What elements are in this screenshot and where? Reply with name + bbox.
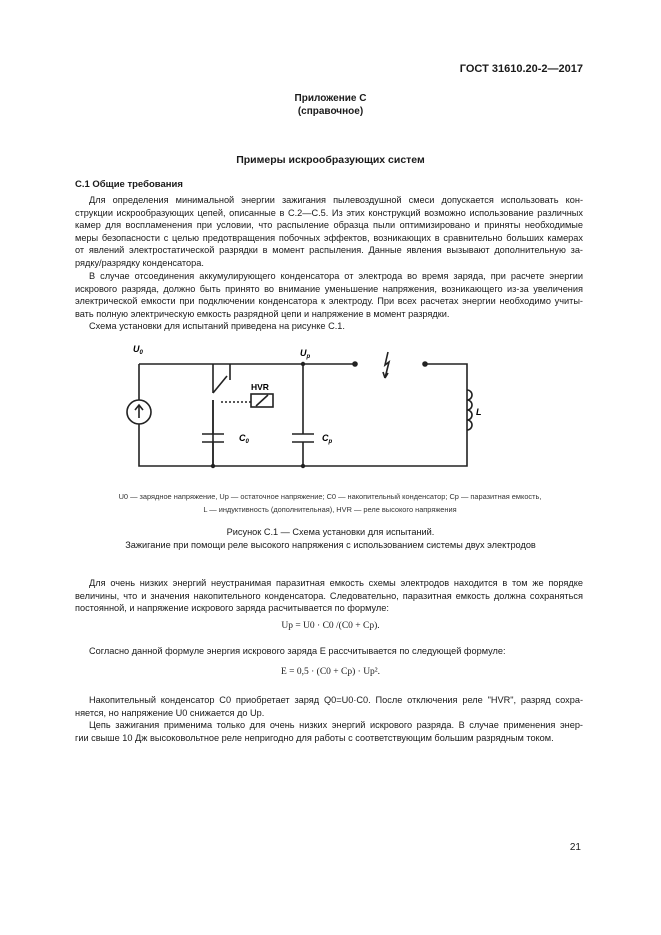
paragraph-7: [75, 719, 583, 744]
p1-line: меры безопасности с целью предотвращения побочных эффектов, возникающих в сравнительно больших камерах: [75, 232, 583, 243]
u0-label: $U_0$: [133, 344, 143, 356]
paragraph-5: [75, 645, 583, 658]
l-label: L: [476, 407, 482, 417]
formula-2: E = 0,5 · (C0 + Cp) · Up².: [280, 667, 381, 677]
cp-label: $C_p$: [322, 433, 333, 445]
appendix-title: Приложение С: [294, 93, 367, 104]
p4-line: Для очень низких энергий неустранимая паразитная емкость схемы электродов находится в том же порядке: [89, 578, 583, 588]
p2-line: искрового разряда, должно быть принято во внимание уменьшение напряжения, возникающего из-за увеличения: [75, 283, 583, 294]
p1-line: от явлений электростатической разрядки в момент распыления. Данные явления вызывают дополнительную за-: [75, 245, 583, 256]
p1-line: Для определения минимальной энергии зажигания пылевоздушной смеси допускается использовать кон-: [89, 195, 583, 205]
figure-caption: [0, 526, 661, 552]
standard-header: ГОСТ 31610.20-2—2017: [459, 63, 583, 75]
subsection-title: С.1 Общие требования: [75, 179, 183, 190]
circuit-diagram: [0, 338, 661, 478]
paragraph-2: [75, 270, 583, 320]
figure-legend: [40, 490, 620, 516]
p2-line: В случае отсоединения аккумулирующего конденсатора от электрода во время заряда, при расчете энергии: [89, 271, 583, 281]
paragraph-4: [75, 577, 583, 615]
p1-line: камер для воспламенения при условии, что распыление образца пыли оптимизировано и приняты необходимые: [75, 220, 583, 231]
paragraph-6: [75, 694, 583, 719]
paragraph-1: [75, 194, 583, 270]
section-heading: Примеры искрообразующих систем: [236, 154, 425, 166]
paragraph-3: [75, 320, 583, 333]
caption-line: Рисунок С.1 — Схема установки для испытаний.: [226, 527, 435, 537]
p1-line: струкции искрообразующих цепей, описанные в С.2—С.5. Из этих конструкций возможно использование различных: [75, 207, 583, 218]
appendix-title-block: [0, 92, 661, 118]
p4-line: величины, что и значения накопительного конденсатора. Следовательно, паразитная емкость должна сохраняться: [75, 590, 583, 601]
page-number: 21: [569, 842, 581, 853]
caption-line: Зажигание при помощи реле высокого напряжения с использованием системы двух электродов: [125, 540, 536, 550]
c0-label: $C_0$: [239, 433, 249, 445]
p1-line: рядку/разрядку конденсатора.: [75, 257, 204, 268]
hvr-label: HVR: [251, 382, 269, 392]
appendix-subtitle: (справочное): [297, 106, 364, 117]
p2-line: вать полную электрическую емкость разрядной цепи и напряжение в момент разрядки.: [75, 308, 450, 319]
p4-line: постоянной, и напряжение искрового заряда расчитывается по формуле:: [75, 603, 389, 614]
legend-line: L — индуктивность (дополнительная), HVR — реле высокого напряжения: [203, 505, 457, 514]
legend-line: U0 — зарядное напряжение, Up — остаточное напряжение; C0 — накопительный конденсатор; Cp — паразитная емкость,: [118, 492, 542, 501]
formula-1: Up = U0 · C0 /(C0 + Cp).: [281, 621, 380, 631]
p7-line: гии свыше 10 Дж высоковольтное реле непригодно для работы с соответствующим большим разрядным током.: [75, 732, 554, 743]
p6-line: няется, но напряжение U0 снижается до Up.: [75, 707, 265, 718]
p6-line: Накопительный конденсатор C0 приобретает заряд Q0=U0·C0. После отключения реле "HVR", разряд сохра-: [89, 695, 583, 705]
up-label: $U_p$: [300, 348, 311, 360]
p5-line: Согласно данной формуле энергия искрового заряда E рассчитывается по следующей формуле:: [89, 646, 506, 656]
p3-line: Схема установки для испытаний приведена на рисунке С.1.: [89, 321, 345, 331]
p2-line: электрической емкости при подключении конденсатора к электроду. При всех расчетах энергии необходимо учиты-: [75, 296, 583, 307]
p7-line: Цепь зажигания применима только для очень низких энергий искрового разряда. В случае применения энер-: [89, 720, 583, 730]
